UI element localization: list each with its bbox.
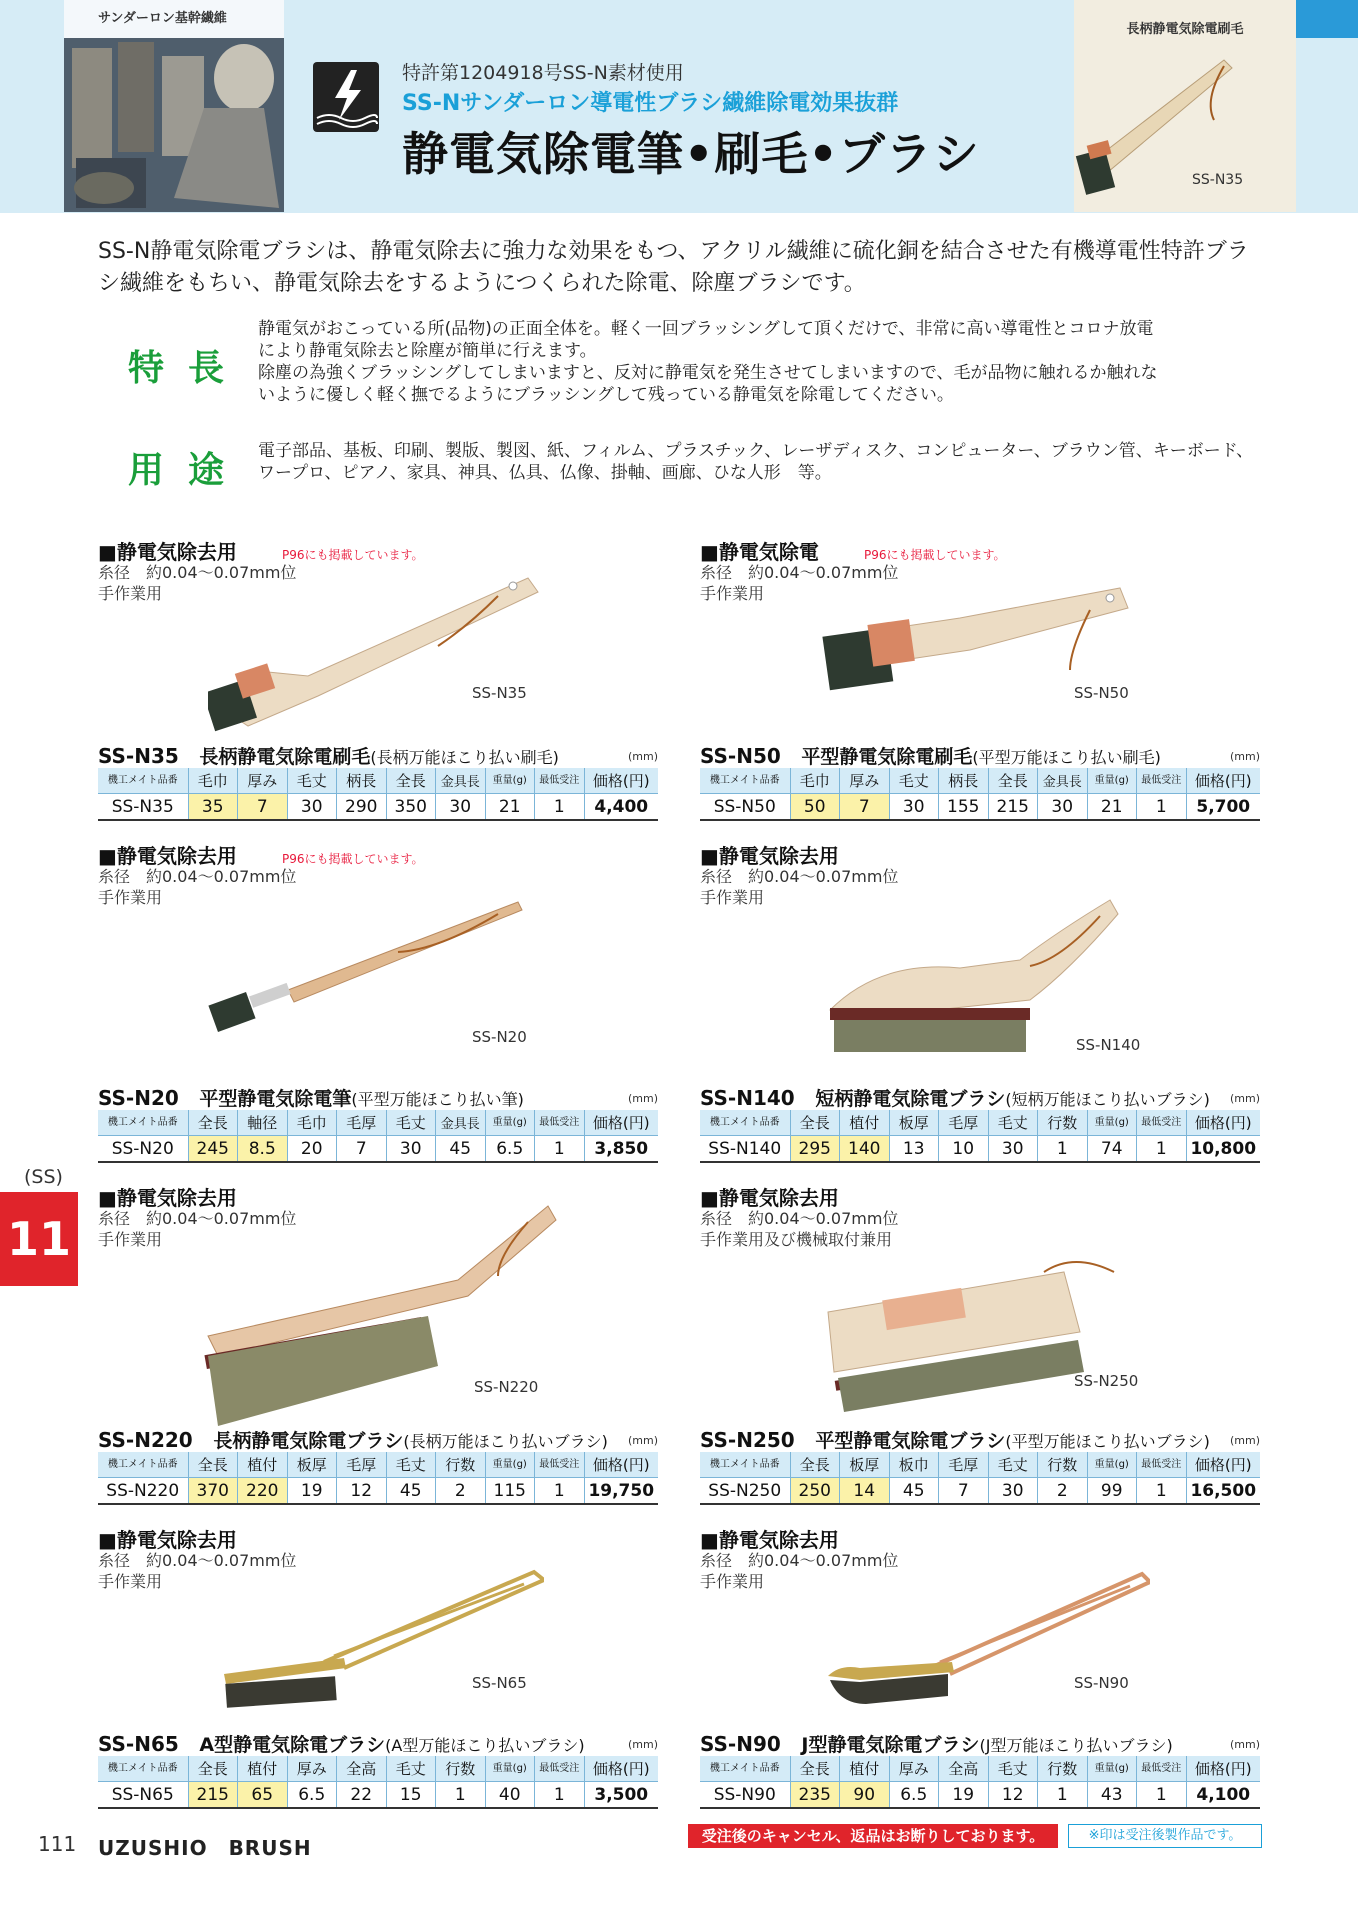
value-cell: 1	[1137, 1478, 1187, 1505]
header-cell: 植付	[840, 1756, 890, 1782]
image-code-label: SS-N20	[472, 1028, 527, 1046]
header-cell: 毛厚	[939, 1110, 989, 1136]
value-cell: 20	[287, 1136, 337, 1163]
value-cell: 90	[840, 1782, 890, 1809]
unit-label: (mm)	[1230, 1738, 1261, 1751]
header-cell: 重量(g)	[485, 1756, 535, 1782]
header-cell: 毛丈	[287, 768, 337, 794]
value-cell: 295	[790, 1136, 840, 1163]
product-alt-name: (平型万能ほこり払いブラシ)	[1005, 1432, 1210, 1451]
image-code-label: SS-N250	[1074, 1372, 1139, 1390]
category-title: ■静電気除去用	[700, 1186, 839, 1210]
value-cell: SS-N35	[98, 794, 188, 821]
header-cell: 柄長	[939, 768, 989, 794]
header-cell: 全長	[386, 768, 436, 794]
usage-type: 手作業用	[98, 1572, 163, 1591]
value-cell: 30	[287, 794, 337, 821]
product-heading	[700, 742, 1161, 769]
value-cell: 6.5	[485, 1136, 535, 1163]
header-cell: 価格(円)	[584, 1110, 658, 1136]
header-cell: 重量(g)	[485, 1110, 535, 1136]
header-cell: 行数	[436, 1756, 486, 1782]
usage-type: 手作業用	[700, 888, 765, 907]
value-cell: 45	[889, 1478, 939, 1505]
value-cell: 350	[386, 794, 436, 821]
category-title: ■静電気除去用	[700, 844, 839, 868]
value-cell: SS-N140	[700, 1136, 790, 1163]
product-name: J型静電気除電ブラシ	[801, 1734, 980, 1756]
header-cell: 毛厚	[337, 1110, 387, 1136]
product-alt-name: (J型万能ほこり払いブラシ)	[979, 1736, 1173, 1755]
value-cell: 12	[337, 1478, 387, 1505]
header-cell: 最低受注	[1137, 768, 1187, 794]
product-block-ss-n50	[700, 536, 1270, 816]
value-cell: 8.5	[238, 1136, 288, 1163]
fiber-photo-image	[64, 38, 284, 212]
product-image-ss-n65	[214, 1564, 544, 1724]
header-cell: 重量(g)	[1087, 1452, 1137, 1478]
unit-label: (mm)	[628, 1092, 659, 1105]
value-cell: 1	[1137, 1136, 1187, 1163]
spec-table	[98, 1110, 658, 1163]
header-cell: 機工メイト品番	[98, 1756, 188, 1782]
catalog-note: P96にも掲載しています。	[282, 548, 424, 562]
header-cell: 価格(円)	[1186, 1452, 1260, 1478]
value-cell: 1	[1137, 1782, 1187, 1809]
value-cell: SS-N220	[98, 1478, 188, 1505]
value-cell: 21	[485, 794, 535, 821]
product-name: 短柄静電気除電ブラシ	[815, 1088, 1006, 1110]
value-cell: 1	[535, 1136, 585, 1163]
price-cell: 10,800	[1186, 1136, 1260, 1163]
product-block-ss-n90	[700, 1524, 1270, 1814]
price-cell: 3,850	[584, 1136, 658, 1163]
header-cell: 全長	[790, 1452, 840, 1478]
usage-type: 手作業用	[700, 584, 765, 603]
unit-label: (mm)	[628, 1738, 659, 1751]
product-alt-name: (平型万能ほこり払い刷毛)	[972, 748, 1161, 767]
value-cell: 45	[386, 1478, 436, 1505]
featured-brush-image	[1074, 40, 1296, 212]
chapter-tab: 11	[0, 1192, 78, 1286]
header-cell: 全高	[337, 1756, 387, 1782]
value-cell: 2	[436, 1478, 486, 1505]
header-cell: 価格(円)	[1186, 1756, 1260, 1782]
thread-diameter: 糸径 約0.04～0.07mm位	[700, 1209, 899, 1228]
product-name: 平型静電気除電刷毛	[801, 746, 973, 768]
uses-label: 用途	[128, 450, 249, 491]
header-cell: 重量(g)	[485, 768, 535, 794]
fiber-photo-title: サンダーロン基幹繊維	[64, 0, 284, 38]
image-code-label: SS-N90	[1074, 1674, 1129, 1692]
features-label: 特長	[128, 348, 249, 389]
value-cell: SS-N20	[98, 1136, 188, 1163]
product-block-ss-n220	[98, 1182, 668, 1502]
usage-type: 手作業用	[98, 1230, 163, 1249]
value-cell: 30	[436, 794, 486, 821]
thread-diameter: 糸径 約0.04～0.07mm位	[700, 867, 899, 886]
value-cell: 30	[386, 1136, 436, 1163]
catalog-note: P96にも掲載しています。	[282, 852, 424, 866]
features-line: により静電気除去と除塵が簡単に行えます。	[258, 341, 597, 361]
value-cell: 15	[386, 1782, 436, 1809]
value-cell: 7	[840, 794, 890, 821]
value-cell: 1	[535, 794, 585, 821]
header-cell: 機工メイト品番	[98, 1452, 188, 1478]
header-cell: 機工メイト品番	[700, 1110, 790, 1136]
image-code-label: SS-N65	[472, 1674, 527, 1692]
header-cell: 最低受注	[535, 768, 585, 794]
header-cell: 全高	[939, 1756, 989, 1782]
product-heading	[98, 742, 559, 769]
value-cell: 13	[889, 1136, 939, 1163]
unit-label: (mm)	[1230, 750, 1261, 763]
header-cell: 金具長	[436, 1110, 486, 1136]
header-cell: 毛丈	[889, 768, 939, 794]
thread-diameter: 糸径 約0.04～0.07mm位	[98, 1209, 297, 1228]
header-cell: 板厚	[840, 1452, 890, 1478]
product-code: SS-N50	[700, 744, 781, 768]
product-heading	[98, 1426, 608, 1453]
unit-label: (mm)	[628, 1434, 659, 1447]
value-cell: 220	[238, 1478, 288, 1505]
header-cell: 全長	[188, 1452, 238, 1478]
header-cell: 重量(g)	[1087, 768, 1137, 794]
value-cell: 6.5	[889, 1782, 939, 1809]
category-title: ■静電気除去用	[98, 1528, 237, 1552]
category-title: ■静電気除電	[700, 540, 819, 564]
header-cell: 毛巾	[790, 768, 840, 794]
value-cell: 43	[1087, 1782, 1137, 1809]
product-alt-name: (A型万能ほこり払いブラシ)	[385, 1736, 585, 1755]
product-alt-name: (長柄万能ほこり払い刷毛)	[370, 748, 559, 767]
product-alt-name: (平型万能ほこり払い筆)	[351, 1090, 524, 1109]
cancellation-notice: 受注後のキャンセル、返品はお断りしております。	[688, 1824, 1058, 1848]
header-cell: 植付	[840, 1110, 890, 1136]
unit-label: (mm)	[628, 750, 659, 763]
spec-table	[700, 1756, 1260, 1809]
value-cell: 10	[939, 1136, 989, 1163]
price-cell: 5,700	[1186, 794, 1260, 821]
image-code-label: SS-N140	[1076, 1036, 1141, 1054]
patent-subtitle: 特許第1204918号SS-N素材使用	[402, 62, 684, 84]
value-cell: 140	[840, 1136, 890, 1163]
header-cell: 毛丈	[988, 1756, 1038, 1782]
value-cell: 22	[337, 1782, 387, 1809]
header-cell: 厚み	[889, 1756, 939, 1782]
header-cell: 毛厚	[337, 1452, 387, 1478]
product-code: SS-N220	[98, 1428, 193, 1452]
category-title: ■静電気除去用	[700, 1528, 839, 1552]
value-cell: 45	[436, 1136, 486, 1163]
usage-type: 手作業用	[98, 584, 163, 603]
header-cell: 植付	[238, 1756, 288, 1782]
image-code-label: SS-N220	[474, 1378, 539, 1396]
header-cell: 毛丈	[386, 1452, 436, 1478]
category-title: ■静電気除去用	[98, 844, 237, 868]
header-cell: 重量(g)	[1087, 1756, 1137, 1782]
header-cell: 金具長	[1038, 768, 1088, 794]
features-line: いように優しく軽く撫でるようにブラッシングして残っている静電気を除電してください。	[258, 385, 954, 405]
usage-type: 手作業用及び機械取付兼用	[700, 1230, 893, 1249]
value-cell: 1	[436, 1782, 486, 1809]
header-cell: 全長	[790, 1110, 840, 1136]
header-cell: 機工メイト品番	[700, 768, 790, 794]
header-cell: 厚み	[840, 768, 890, 794]
product-name: 長柄静電気除電刷毛	[199, 746, 371, 768]
value-cell: 115	[485, 1478, 535, 1505]
product-image-ss-n50	[820, 570, 1140, 730]
header-cell: 価格(円)	[584, 1452, 658, 1478]
spec-table	[98, 1756, 658, 1809]
value-cell: 7	[238, 794, 288, 821]
category-title: ■静電気除去用	[98, 540, 237, 564]
header-cell: 最低受注	[535, 1452, 585, 1478]
header-cell: 板巾	[889, 1452, 939, 1478]
value-cell: 6.5	[287, 1782, 337, 1809]
usage-type: 手作業用	[700, 1572, 765, 1591]
value-cell: 290	[337, 794, 387, 821]
header-cell: 厚み	[238, 768, 288, 794]
header-cell: 最低受注	[1137, 1452, 1187, 1478]
header-cell: 価格(円)	[584, 768, 658, 794]
made-to-order-note: ※印は受注後製作品です。	[1068, 1824, 1262, 1848]
value-cell: 235	[790, 1782, 840, 1809]
header-cell: 最低受注	[1137, 1110, 1187, 1136]
price-cell: 4,400	[584, 794, 658, 821]
value-cell: SS-N50	[700, 794, 790, 821]
product-code: SS-N65	[98, 1732, 179, 1756]
fiber-photo	[64, 0, 284, 212]
value-cell: 7	[939, 1478, 989, 1505]
value-cell: 12	[988, 1782, 1038, 1809]
price-cell: 16,500	[1186, 1478, 1260, 1505]
product-block-ss-n140	[700, 840, 1270, 1160]
product-alt-name: (長柄万能ほこり払いブラシ)	[403, 1432, 608, 1451]
featured-product-title: 長柄静電気除電刷毛	[1126, 22, 1244, 37]
header-cell: 毛丈	[386, 1756, 436, 1782]
price-cell: 3,500	[584, 1782, 658, 1809]
product-block-ss-n65	[98, 1524, 668, 1814]
header-cell: 全長	[790, 1756, 840, 1782]
header-cell: 最低受注	[535, 1110, 585, 1136]
thread-diameter: 糸径 約0.04～0.07mm位	[98, 1551, 297, 1570]
uses-text	[258, 440, 1268, 484]
product-image-ss-n35	[208, 556, 548, 736]
value-cell: 30	[988, 1478, 1038, 1505]
header-cell: 金具長	[436, 768, 486, 794]
uses-line: ワープロ、ピアノ、家具、神具、仏具、仏像、掛軸、画廊、ひな人形 等。	[258, 463, 832, 483]
header-cell: 毛巾	[287, 1110, 337, 1136]
header-cell: 重量(g)	[1087, 1110, 1137, 1136]
value-cell: 1	[1038, 1136, 1088, 1163]
header-cell: 植付	[238, 1452, 288, 1478]
product-name: 平型静電気除電ブラシ	[815, 1430, 1006, 1452]
header-cell: 価格(円)	[1186, 1110, 1260, 1136]
price-cell: 19,750	[584, 1478, 658, 1505]
value-cell: 99	[1087, 1478, 1137, 1505]
uses-line: 電子部品、基板、印刷、製版、製図、紙、フィルム、プラスチック、レーザディスク、コンピューター、ブラウン管、キーボード、	[258, 441, 1254, 461]
value-cell: 2	[1038, 1478, 1088, 1505]
unit-label: (mm)	[1230, 1434, 1261, 1447]
spec-table	[700, 1452, 1260, 1505]
product-image-ss-n20	[208, 890, 528, 1040]
value-cell: SS-N250	[700, 1478, 790, 1505]
header-cell: 全長	[988, 768, 1038, 794]
thread-diameter: 糸径 約0.04～0.07mm位	[700, 1551, 899, 1570]
features-line: 静電気がおこっている所(品物)の正面全体を。軽く一回ブラッシングして頂くだけで、非常に高い導電性とコロナ放電	[258, 319, 1154, 339]
product-line-subtitle: SS-Nサンダーロン導電性ブラシ繊維除電効果抜群	[402, 91, 899, 116]
value-cell: SS-N65	[98, 1782, 188, 1809]
lightning-logo-icon	[313, 62, 379, 132]
product-block-ss-n35	[98, 536, 668, 816]
value-cell: 74	[1087, 1136, 1137, 1163]
usage-type: 手作業用	[98, 888, 163, 907]
header-cell: 毛丈	[988, 1452, 1038, 1478]
header-cell: 板厚	[287, 1452, 337, 1478]
value-cell: 14	[840, 1478, 890, 1505]
header-cell: 最低受注	[535, 1756, 585, 1782]
unit-label: (mm)	[1230, 1092, 1261, 1105]
product-image-ss-n90	[820, 1564, 1150, 1724]
product-heading	[700, 1730, 1173, 1757]
header-cell: 板厚	[889, 1110, 939, 1136]
product-heading	[98, 1084, 524, 1111]
header-cell: 最低受注	[1137, 1756, 1187, 1782]
header-cell: 行数	[1038, 1452, 1088, 1478]
header-accent-stripe	[1296, 0, 1358, 38]
product-code: SS-N90	[700, 1732, 781, 1756]
header-cell: 毛巾	[188, 768, 238, 794]
value-cell: 40	[485, 1782, 535, 1809]
value-cell: 250	[790, 1478, 840, 1505]
price-cell: 4,100	[1186, 1782, 1260, 1809]
header-cell: 毛丈	[386, 1110, 436, 1136]
page-number: 111	[38, 1832, 77, 1856]
header-cell: 全長	[188, 1756, 238, 1782]
product-code: SS-N35	[98, 744, 179, 768]
header-cell: 機工メイト品番	[700, 1756, 790, 1782]
value-cell: 19	[939, 1782, 989, 1809]
product-code: SS-N140	[700, 1086, 795, 1110]
spec-table	[98, 768, 658, 821]
value-cell: 19	[287, 1478, 337, 1505]
header-cell: 価格(円)	[584, 1756, 658, 1782]
value-cell: 65	[238, 1782, 288, 1809]
product-block-ss-n20	[98, 840, 668, 1160]
product-heading	[98, 1730, 585, 1757]
image-code-label: SS-N35	[472, 684, 527, 702]
header-cell: 厚み	[287, 1756, 337, 1782]
product-code: SS-N250	[700, 1428, 795, 1452]
header-cell: 機工メイト品番	[98, 768, 188, 794]
section-code-label: (SS)	[24, 1166, 63, 1188]
product-name: A型静電気除電ブラシ	[199, 1734, 386, 1756]
product-name: 平型静電気除電筆	[199, 1088, 352, 1110]
brand-name: UZUSHIO BRUSH	[98, 1836, 312, 1860]
catalog-note: P96にも掲載しています。	[864, 548, 1006, 562]
header-cell: 価格(円)	[1186, 768, 1260, 794]
product-code: SS-N20	[98, 1086, 179, 1110]
value-cell: 215	[988, 794, 1038, 821]
value-cell: 30	[988, 1136, 1038, 1163]
features-line: 除塵の為強くブラッシングしてしまいますと、反対に静電気を発生させてしまいますので、毛が品物に触れるか触れな	[258, 363, 1158, 383]
category-title: ■静電気除去用	[98, 1186, 237, 1210]
value-cell: 7	[337, 1136, 387, 1163]
header-cell: 毛丈	[988, 1110, 1038, 1136]
value-cell: 1	[1038, 1782, 1088, 1809]
header-cell: 重量(g)	[485, 1452, 535, 1478]
spec-table	[98, 1452, 658, 1505]
value-cell: 30	[1038, 794, 1088, 821]
product-heading	[700, 1084, 1210, 1111]
product-name: 長柄静電気除電ブラシ	[213, 1430, 404, 1452]
header-cell: 全長	[188, 1110, 238, 1136]
featured-product-code: SS-N35	[1192, 172, 1244, 188]
header-cell: 機工メイト品番	[98, 1110, 188, 1136]
header-cell: 機工メイト品番	[700, 1452, 790, 1478]
header-cell: 毛厚	[939, 1452, 989, 1478]
value-cell: 215	[188, 1782, 238, 1809]
header-cell: 行数	[1038, 1110, 1088, 1136]
value-cell: 30	[889, 794, 939, 821]
spec-table	[700, 1110, 1260, 1163]
value-cell: 155	[939, 794, 989, 821]
value-cell: 1	[535, 1478, 585, 1505]
page-title: 静電気除電筆•刷毛•ブラシ	[402, 127, 980, 181]
value-cell: 1	[535, 1782, 585, 1809]
value-cell: 370	[188, 1478, 238, 1505]
value-cell: 50	[790, 794, 840, 821]
intro-text: SS-N静電気除電ブラシは、静電気除去に強力な効果をもつ、アクリル繊維に硫化銅を結合させた有機導電性特許ブラシ繊維をもちい、静電気除去をするようにつくられた除電、除塵ブラシです。	[98, 239, 1249, 296]
header-cell: 軸径	[238, 1110, 288, 1136]
spec-table	[700, 768, 1260, 821]
value-cell: 1	[1137, 794, 1187, 821]
product-heading	[700, 1426, 1210, 1453]
thread-diameter: 糸径 約0.04～0.07mm位	[98, 867, 297, 886]
features-text	[258, 318, 1268, 406]
featured-product-photo	[1074, 0, 1296, 212]
image-code-label: SS-N50	[1074, 684, 1129, 702]
header-cell: 行数	[436, 1452, 486, 1478]
thread-diameter: 糸径 約0.04～0.07mm位	[700, 563, 899, 582]
product-block-ss-n250	[700, 1182, 1270, 1502]
header-cell: 柄長	[337, 768, 387, 794]
product-alt-name: (短柄万能ほこり払いブラシ)	[1005, 1090, 1210, 1109]
header-cell: 行数	[1038, 1756, 1088, 1782]
thread-diameter: 糸径 約0.04～0.07mm位	[98, 563, 297, 582]
value-cell: SS-N90	[700, 1782, 790, 1809]
value-cell: 35	[188, 794, 238, 821]
value-cell: 21	[1087, 794, 1137, 821]
value-cell: 245	[188, 1136, 238, 1163]
